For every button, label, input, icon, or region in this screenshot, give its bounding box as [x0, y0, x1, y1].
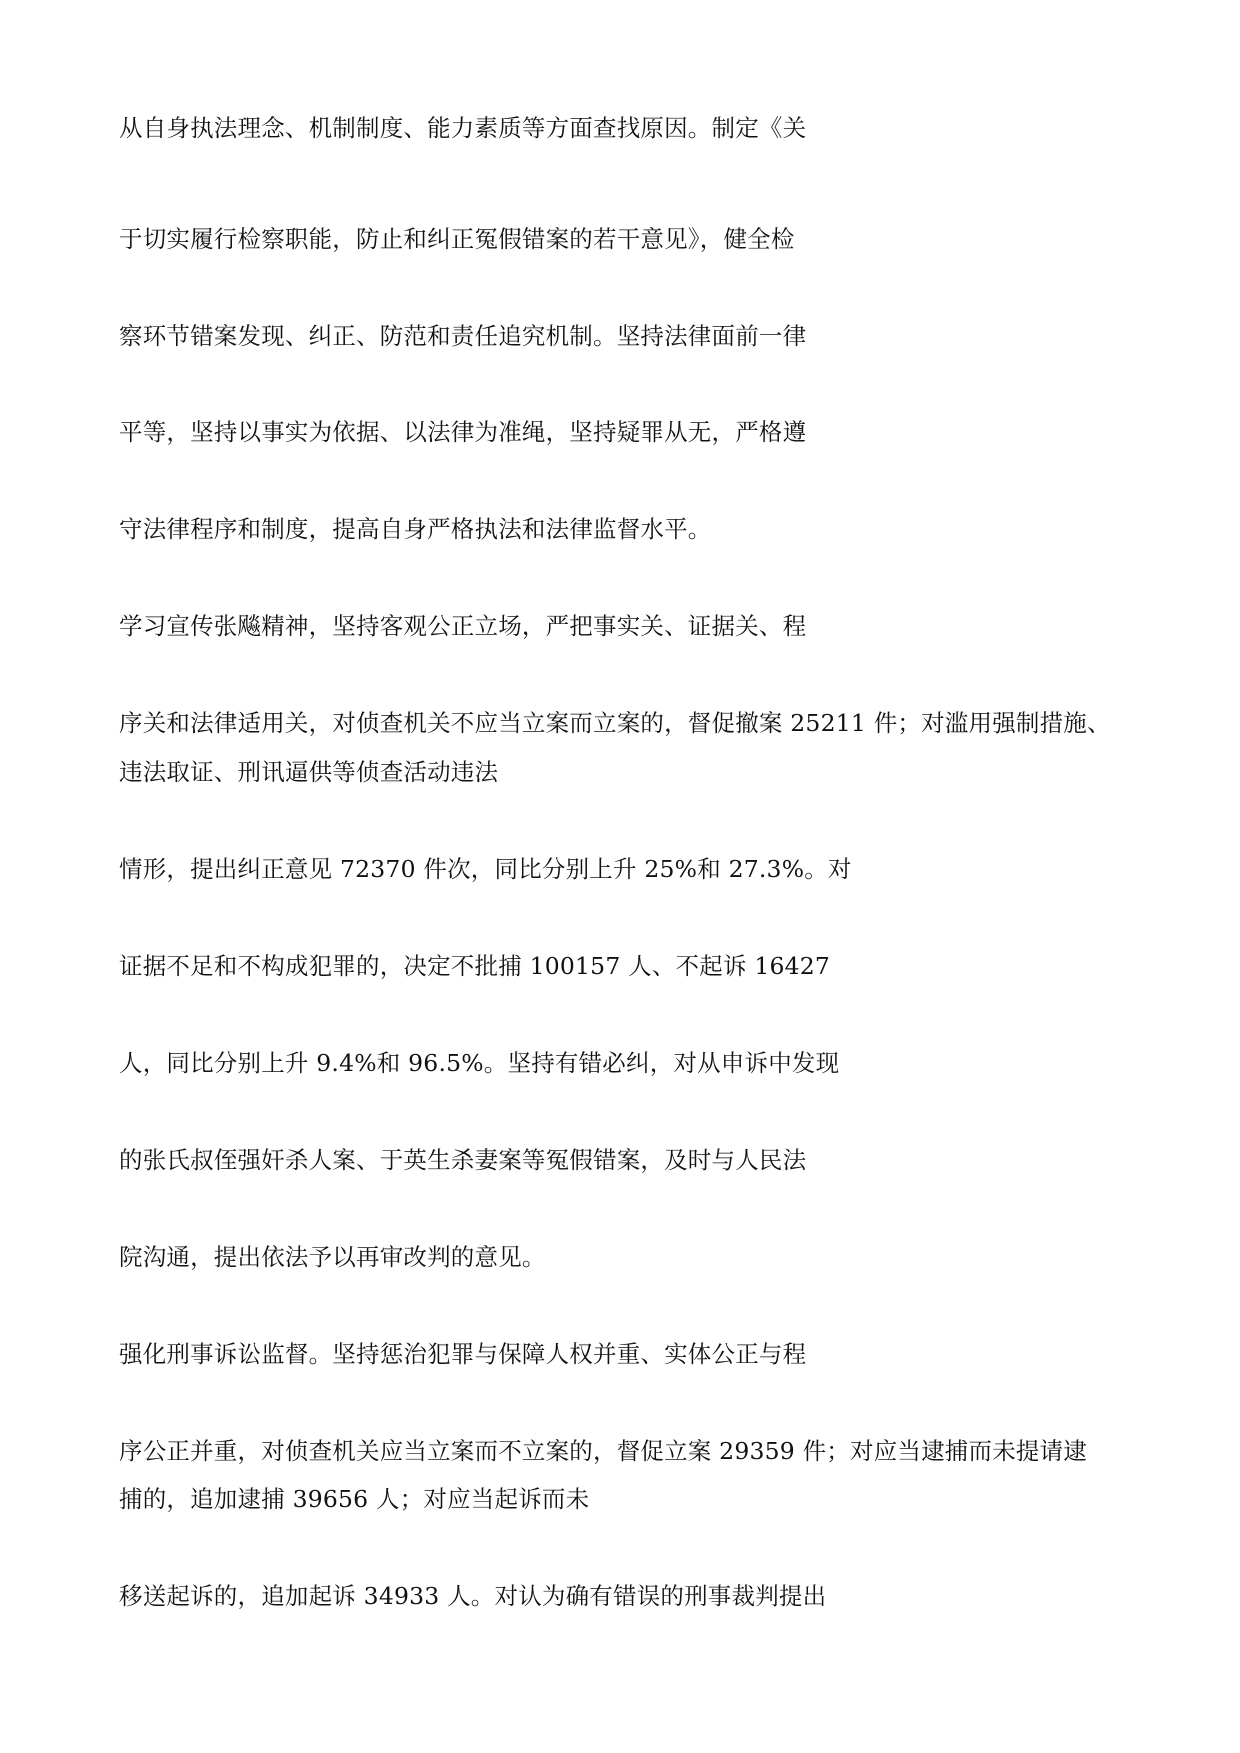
- text-line: 守法律程序和制度，提高自身严格执法和法律监督水平。: [119, 515, 712, 543]
- text-line: 证据不足和不构成犯罪的，决定不批捕 100157 人、不起诉 16427: [119, 952, 831, 980]
- text-line: 学习宣传张飚精神，坚持客观公正立场，严把事实关、证据关、程: [119, 612, 807, 640]
- text-line: 强化刑事诉讼监督。坚持惩治犯罪与保障人权并重、实体公正与程: [119, 1340, 807, 1368]
- text-line: 从自身执法理念、机制制度、能力素质等方面查找原因。制定《关: [119, 114, 807, 142]
- text-line: 情形，提出纠正意见 72370 件次，同比分别上升 25%和 27.3%。对: [119, 855, 852, 883]
- text-line: 序公正并重，对侦查机关应当立案而不立案的，督促立案 29359 件；对应当逮捕而未提请逮: [119, 1437, 1087, 1465]
- text-line: 平等，坚持以事实为依据、以法律为准绳，坚持疑罪从无，严格遵: [119, 418, 807, 446]
- text-line: 人，同比分别上升 9.4%和 96.5%。坚持有错必纠，对从申诉中发现: [119, 1049, 840, 1077]
- text-line: 的张氏叔侄强奸杀人案、于英生杀妻案等冤假错案，及时与人民法: [119, 1146, 807, 1174]
- text-line: 于切实履行检察职能，防止和纠正冤假错案的若干意见》，健全检: [119, 225, 795, 253]
- text-line: 捕的，追加逮捕 39656 人；对应当起诉而未: [119, 1485, 590, 1513]
- text-line: 移送起诉的，追加起诉 34933 人。对认为确有错误的刑事裁判提出: [119, 1582, 827, 1610]
- text-line: 违法取证、刑讯逼供等侦查活动违法: [119, 758, 499, 786]
- text-line: 察环节错案发现、纠正、防范和责任追究机制。坚持法律面前一律: [119, 322, 807, 350]
- text-line: 院沟通，提出依法予以再审改判的意见。: [119, 1243, 546, 1271]
- text-line: 序关和法律适用关，对侦查机关不应当立案而立案的，督促撤案 25211 件；对滥用强制措施、: [119, 709, 1111, 737]
